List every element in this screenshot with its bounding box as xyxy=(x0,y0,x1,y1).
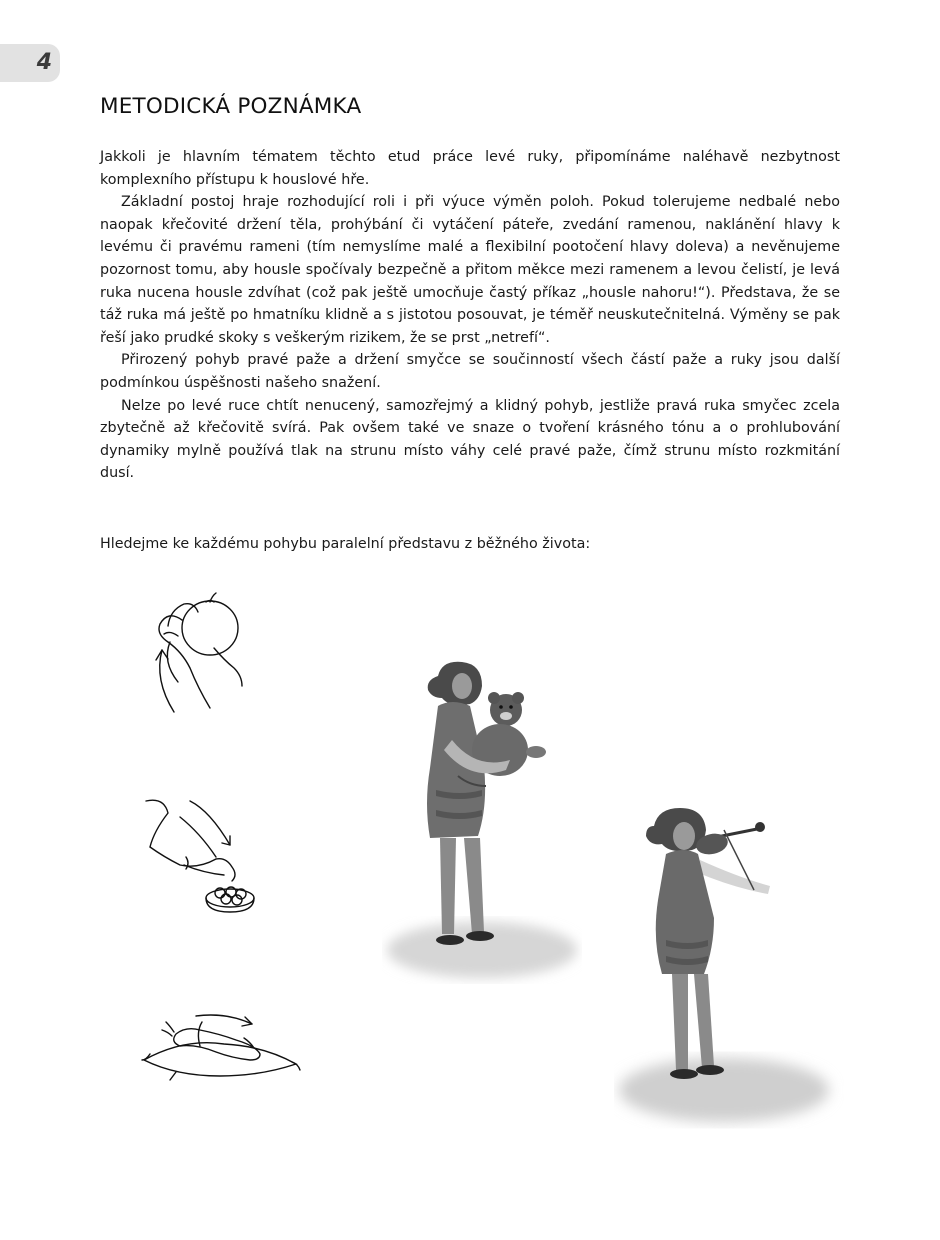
paragraph-right-arm: Přirozený pohyb pravé paže a držení smyčce se součinností všech částí paže a ruky jsou další podmínkou úspěšnosti našeho snažení. xyxy=(100,352,840,391)
paragraph-intro: Jakkoli je hlavním tématem těchto etud práce levé ruky, připomínáme naléhavě nezbytnost komplexního přístupu k houslové hře. xyxy=(100,149,840,188)
section-heading: METODICKÁ POZNÁMKA xyxy=(100,94,362,119)
paragraph-posture: Základní postoj hraje rozhodující roli i při výuce výměn poloh. Pokud tolerujeme nedbalé nebo naopak křečovité držení těla, prohýbání či vytáčení páteře, zvedání ramenou, naklánění hlavy k levému či pravému rameni (tím nemyslíme malé a flexibilní pootočení hlavy doleva) a nevěnujeme pozornost tomu, aby housle spočívaly bezpečně a přitom měkce mezi ramenem a levou čelistí, je levá ruka nucena housle zdvíhat (což pak ještě umocňuje častý příkaz „housle nahoru!“). Představa, že se táž ruka má ještě po hmatníku klidně a s jistotou posouvat, je téměř neuskutečnitelná. Výměny se pak řeší jako prudké skoky s veškerým rizikem, že se prst „netrefí“. xyxy=(100,194,840,346)
body-text xyxy=(100,146,840,485)
page-number-tab xyxy=(0,44,60,82)
girl-teddy-bear-illustration xyxy=(382,640,582,990)
page-number: 4 xyxy=(36,50,52,75)
arm-pillow-illustration xyxy=(136,1008,304,1082)
hand-bowl-illustration xyxy=(140,795,290,920)
prompt-text: Hledejme ke každému pohybu paralelní představu z běžného života: xyxy=(100,536,591,552)
girl-violin-illustration xyxy=(614,790,844,1130)
paragraph-bow-grip: Nelze po levé ruce chtít nenucený, samozřejmý a klidný pohyb, jestliže pravá ruka smyčec zcela zbytečně až křečovitě svírá. Pak ovšem také ve snaze o tvoření krásného tónu a o prohlubování dynamiky mylně používá tlak na strunu místo váhy celé pravé paže, čímž strunu místo rozkmitání dusí. xyxy=(100,397,840,482)
hand-apple-illustration xyxy=(140,590,250,720)
